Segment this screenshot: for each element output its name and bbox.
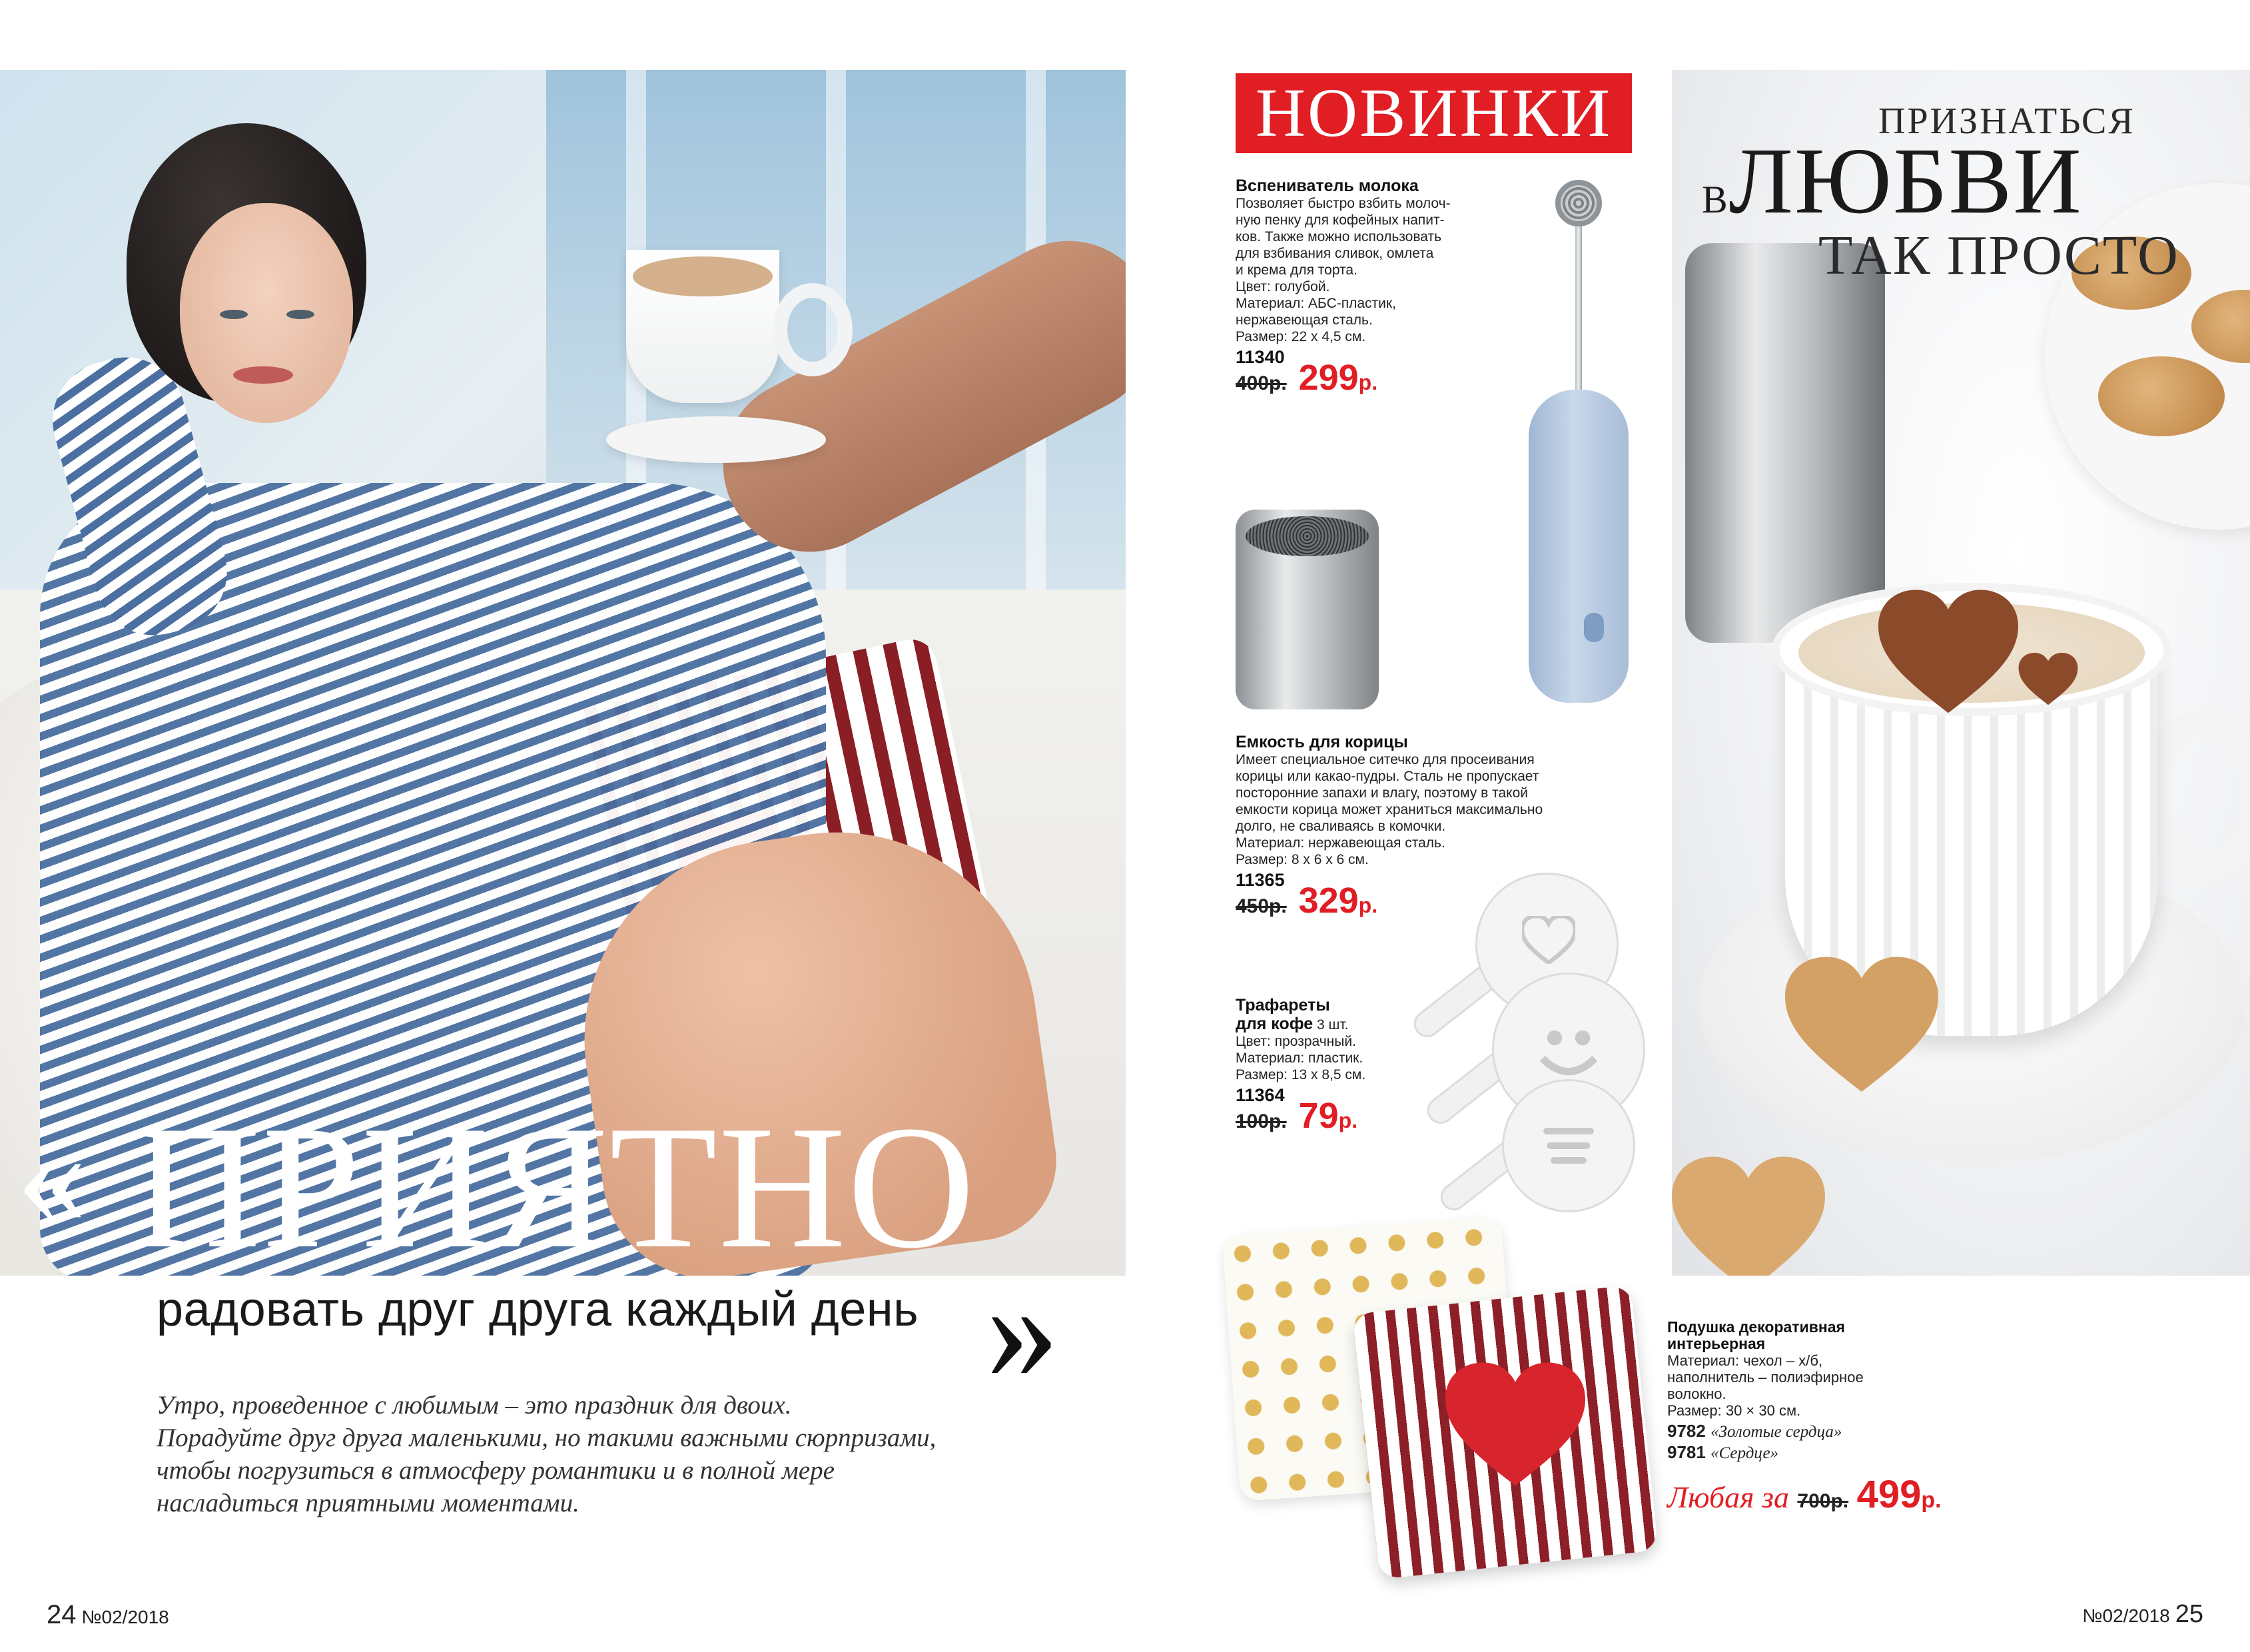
product-name: Емкость для корицы: [1236, 733, 1408, 751]
heart-cookie: [1785, 956, 1938, 1096]
product-name: Трафареты: [1236, 996, 1330, 1015]
intro-line: насладиться приятными моментами.: [157, 1489, 579, 1517]
product-desc-line: Цвет: голубой.: [1236, 279, 1330, 294]
folio-left: [47, 1600, 169, 1630]
issue-number: №02/2018: [2082, 1605, 2170, 1626]
product-sku: 11365: [1236, 870, 1285, 890]
new-price-value: 329: [1298, 881, 1359, 921]
product-desc-line: посторонние запахи и влагу, поэтому в такой: [1236, 785, 1528, 801]
title-line-1: ПРИЗНАТЬСЯ: [1878, 101, 2135, 142]
product-decorative-pillow: [1667, 1319, 1947, 1461]
quote-close-mark: »: [986, 1248, 1059, 1410]
new-price-value: 499: [1856, 1473, 1922, 1516]
page-number: 25: [2175, 1600, 2203, 1628]
woman-face: [180, 203, 353, 423]
product-variant: [1667, 1423, 1947, 1440]
product-coffee-stencils: [1236, 996, 1366, 1136]
coffee-foam: [633, 256, 773, 296]
new-items-badge: НОВИНКИ: [1236, 73, 1632, 153]
product-name: интерьерная: [1667, 1335, 1766, 1352]
price-row: [1236, 358, 1451, 398]
product-variant: [1667, 1444, 1947, 1461]
cookie: [2098, 356, 2225, 436]
woman-lips: [233, 366, 293, 384]
folio-right: [2082, 1600, 2203, 1629]
product-sku: 9782: [1667, 1421, 1706, 1441]
cup-handle: [773, 283, 853, 376]
product-desc-line: для взбивания сливок, омлета: [1236, 246, 1434, 261]
title-line-2-small: В: [1702, 178, 1729, 221]
product-desc-line: Размер: 13 х 8,5 см.: [1236, 1067, 1366, 1082]
product-desc-line: волокно.: [1667, 1386, 1726, 1402]
old-price: 450р.: [1236, 895, 1287, 917]
currency: р.: [1921, 1487, 1942, 1513]
quote-open-mark: «: [17, 1098, 87, 1253]
heart-icon: [1878, 590, 2018, 716]
product-desc-line: корицы или какао-пудры. Сталь не пропускает: [1236, 769, 1539, 784]
product-desc-line: емкости корица может храниться максимально: [1236, 802, 1543, 817]
product-milk-frother: [1236, 177, 1451, 398]
product-name: Подушка декоративная: [1667, 1318, 1845, 1336]
frother-handle: [1529, 390, 1629, 703]
old-price: 400р.: [1236, 372, 1287, 394]
new-price-value: 299: [1298, 358, 1359, 398]
product-desc-line: Позволяет быстро взбить молоч-: [1236, 196, 1451, 211]
product-sku: 11364: [1236, 1085, 1285, 1105]
saucer: [606, 416, 826, 463]
product-desc-line: Имеет специальное ситечко для просеивания: [1236, 752, 1535, 767]
intro-text: [157, 1389, 1022, 1519]
intro-line: Утро, проведенное с любимым – это праздник для двоих.: [157, 1391, 792, 1420]
cinnamon-shaker: [1685, 243, 1885, 643]
title-line-3: ТАК ПРОСТО: [1818, 224, 2179, 286]
product-desc-line: долго, не сваливаясь в комочки.: [1236, 819, 1446, 834]
heart-icon: [2018, 653, 2078, 706]
product-desc-line: Размер: 22 х 4,5 см.: [1236, 329, 1366, 344]
product-name-line: [1236, 1015, 1365, 1033]
heart-icon: [1445, 1359, 1585, 1492]
old-price: 700р.: [1797, 1490, 1849, 1512]
old-price: 100р.: [1236, 1110, 1287, 1132]
pillow-price-row: [1667, 1472, 1942, 1517]
variant-label: «Сердце»: [1710, 1444, 1779, 1462]
variant-label: «Золотые сердца»: [1710, 1423, 1842, 1441]
product-desc-line: Размер: 8 х 6 х 6 см.: [1236, 852, 1369, 867]
product-desc-line: наполнитель – полиэфирное: [1667, 1369, 1864, 1386]
title-line-2: [1702, 128, 2083, 233]
product-desc-line: ную пенку для кофейных напит-: [1236, 212, 1445, 228]
product-desc-line: ков. Также можно использовать: [1236, 229, 1442, 244]
product-name: Вспениватель молока: [1236, 177, 1419, 195]
frother-whisk: [1555, 180, 1602, 226]
currency: р.: [1338, 1108, 1358, 1132]
pattern-icon: [1532, 1109, 1605, 1182]
product-desc-line: нержавеющая сталь.: [1236, 312, 1373, 328]
product-desc-line: и крема для торта.: [1236, 262, 1357, 278]
new-price: [1299, 1096, 1358, 1136]
price-row: [1236, 1096, 1365, 1136]
new-price: [1299, 358, 1378, 398]
heart-icon: [1522, 916, 1575, 964]
heart-cookie: [1672, 1156, 1825, 1276]
product-desc-line: Материал: чехол – х/б,: [1667, 1352, 1823, 1369]
woman-eye: [286, 310, 314, 319]
page-number: 24: [47, 1600, 77, 1629]
product-desc-line: Размер: 30 × 30 см.: [1667, 1402, 1801, 1419]
product-name-part: для кофе: [1236, 1015, 1313, 1033]
currency: р.: [1358, 370, 1378, 394]
shaker-mesh-lid: [1246, 516, 1369, 556]
currency: р.: [1358, 893, 1378, 917]
product-desc-line: Цвет: прозрачный.: [1236, 1034, 1356, 1049]
headline: ПРИЯТНО: [133, 1090, 976, 1285]
issue-number: №02/2018: [81, 1607, 169, 1627]
intro-line: чтобы погрузиться в атмосферу романтики и в полной мере: [157, 1456, 835, 1485]
product-cinnamon-shaker: [1236, 733, 1543, 921]
product-desc-line: Материал: АБС-пластик,: [1236, 296, 1396, 311]
product-desc-line: Материал: пластик.: [1236, 1050, 1363, 1066]
product-sku: 9781: [1667, 1442, 1706, 1462]
new-price-value: 79: [1298, 1096, 1339, 1136]
product-sku: 11340: [1236, 347, 1285, 367]
woman-eye: [220, 310, 248, 319]
frother-button: [1584, 613, 1604, 642]
product-quantity: 3 шт.: [1313, 1017, 1349, 1032]
subheadline: радовать друг друга каждый день: [157, 1283, 919, 1336]
any-for-label: Любая за: [1667, 1480, 1789, 1514]
product-desc-line: Материал: нержавеющая сталь.: [1236, 835, 1445, 851]
new-price: [1299, 881, 1378, 921]
title-line-2-big: ЛЮБВИ: [1728, 128, 2083, 233]
intro-line: Порадуйте друг друга маленькими, но такими важными сюрпризами,: [157, 1424, 937, 1452]
